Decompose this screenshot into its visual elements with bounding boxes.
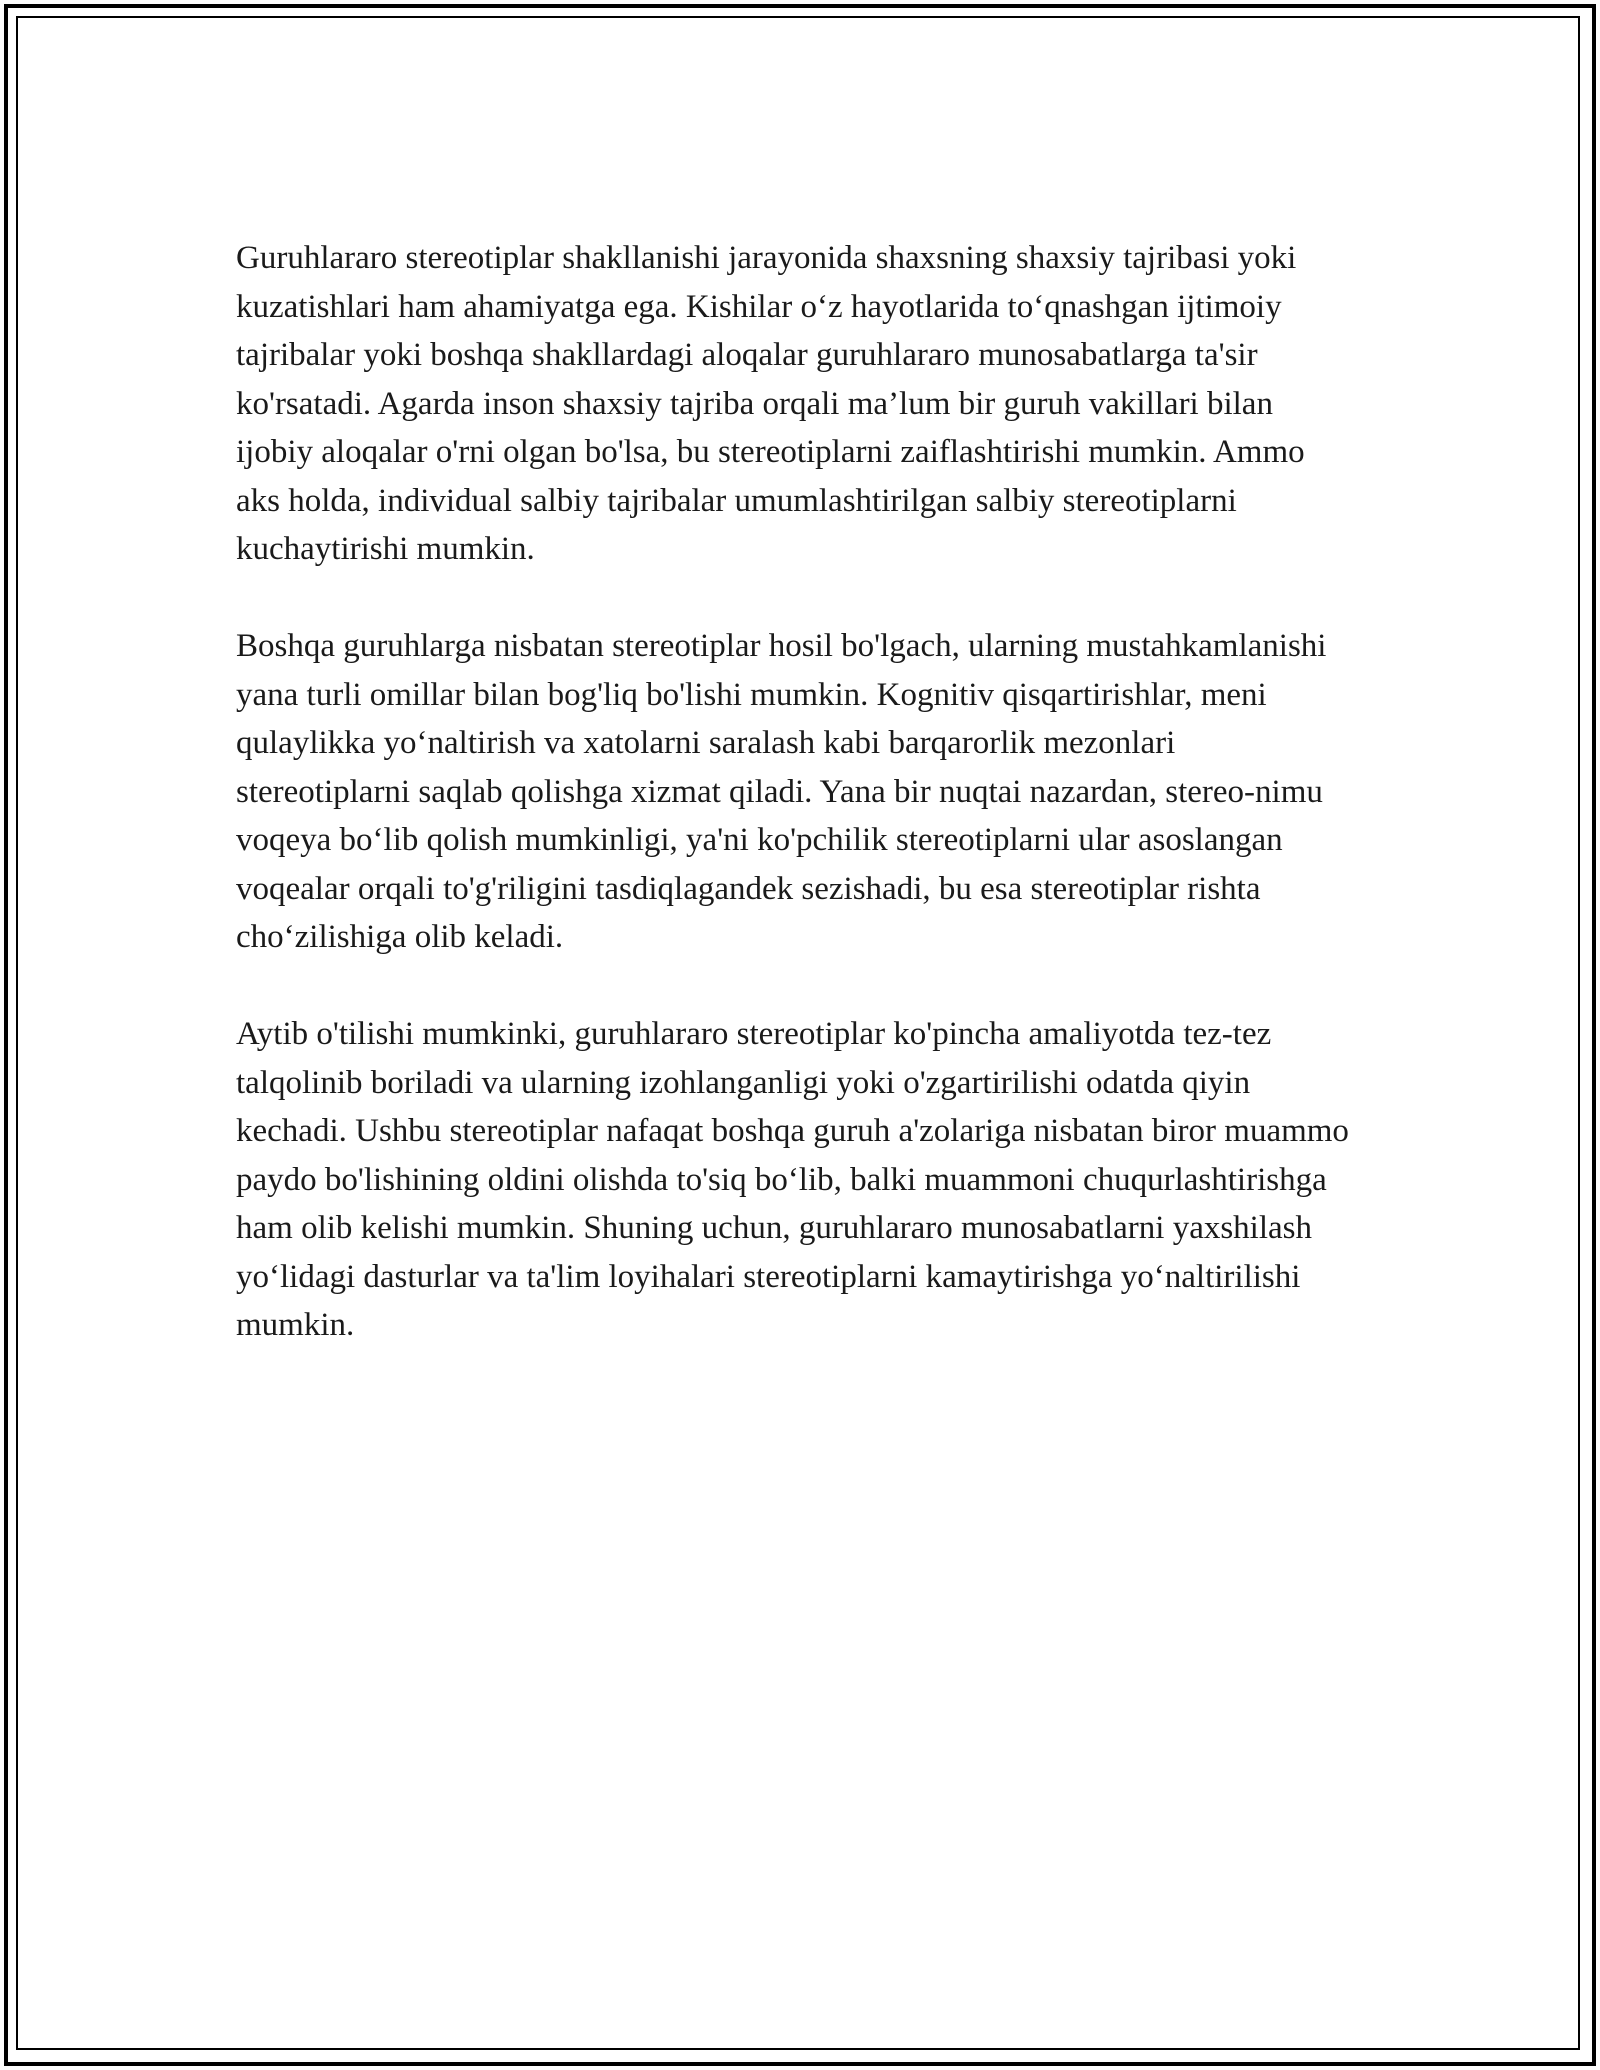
paragraph-1: Guruhlararo stereotiplar shakllanishi jarayonida shaxsning shaxsiy tajribasi yoki kuzatishlari ham ahamiyatga ega. Kishilar o‘z hayotlarida to‘qnashgan ijtimoiy tajribalar yoki boshqa shakllardagi aloqalar guruhlararo munosabatlarga ta'sir ko'rsatadi. Agarda inson shaxsiy tajriba orqali ma’lum bir guruh vakillari bilan ijobiy aloqalar o'rni olgan bo'lsa, bu stereotiplarni zaiflashtirishi mumkin. Ammo aks holda, individual salbiy tajribalar umumlashtirilgan salbiy stereotiplarni kuchaytirishi mumkin.	[236, 240, 1305, 567]
paragraph-2: Boshqa guruhlarga nisbatan stereotiplar hosil bo'lgach, ularning mustahkamlanishi yana turli omillar bilan bog'liq bo'lishi mumkin. Kognitiv qisqartirishlar, meni qulaylikka yo‘naltirish va xatolarni saralash kabi barqarorlik mezonlari stereotiplarni saqlab qolishga xizmat qiladi. Yana bir nuqtai nazardan, stereo-nimu voqeya bo‘lib qolish mumkinligi, ya'ni ko'pchilik stereotiplarni ular asoslangan voqealar orqali to'g'riligini tasdiqlagandek sezishadi, bu esa stereotiplar rishta cho‘zilishiga olib keladi.	[236, 628, 1327, 955]
paragraph-3: Aytib o'tilishi mumkinki, guruhlararo stereotiplar ko'pincha amaliyotda tez-tez talqolinib boriladi va ularning izohlanganligi yoki o'zgartirilishi odatda qiyin kechadi. Ushbu stereotiplar nafaqat boshqa guruh a'zolariga nisbatan biror muammo paydo bo'lishining oldini olishda to'siq bo‘lib, balki muammoni chuqurlashtirishga ham olib kelishi mumkin. Shuning uchun, guruhlararo munosabatlarni yaxshilash yo‘lidagi dasturlar va ta'lim loyihalari stereotiplarni kamaytirishga yo‘naltirilishi mumkin.	[236, 1016, 1349, 1343]
document-body	[236, 234, 1356, 1350]
